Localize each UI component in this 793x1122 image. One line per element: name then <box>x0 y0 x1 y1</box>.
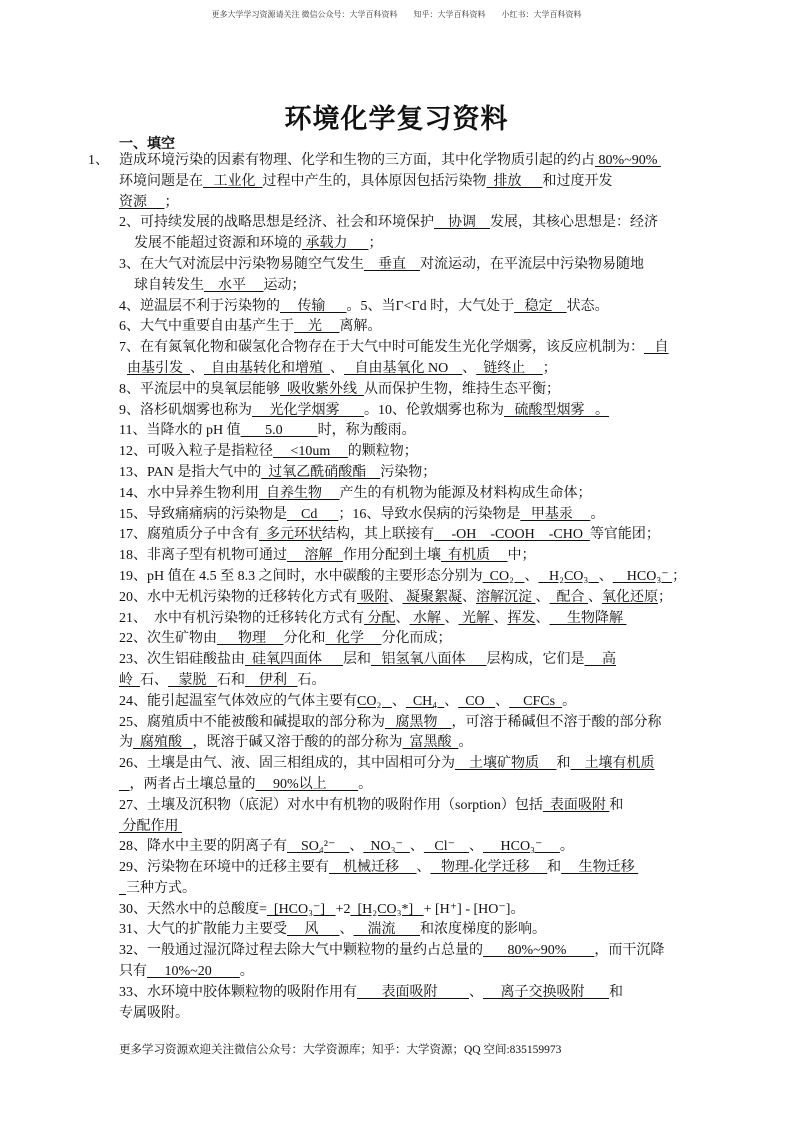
answer-blank: CFCs <box>509 693 563 709</box>
question-text: 15、导致痛痛病的污染物是 <box>119 506 287 522</box>
question-text: 对流运动，在平流层中污染物易随地 <box>420 256 644 272</box>
question-text: +2 <box>335 901 351 917</box>
answer-blank: 生物降解 <box>549 610 627 626</box>
question-text: 分化而成； <box>381 631 452 647</box>
answer-blank: 5.0 <box>240 423 318 439</box>
answer-blank: 铝氢氧八面体 <box>371 652 487 668</box>
question-line <box>0 234 793 255</box>
question-text: 4、逆温层不利于污染物的 <box>119 298 280 314</box>
question-text: 7、在有氮氧化物和碳氢化合物存在于大气中时可能发生光化学烟雾，该反应机制为： <box>119 340 644 356</box>
question-line <box>0 276 793 297</box>
section-heading: 一、填空 <box>119 137 175 152</box>
question-text: 作用分配到土壤 <box>343 548 441 564</box>
question-line <box>0 671 793 692</box>
answer-blank <box>119 777 130 792</box>
question-text: 、 <box>462 589 476 605</box>
answer-blank: 吸附 <box>357 589 389 605</box>
question-text: 时，称为酸雨。 <box>317 423 416 439</box>
question-line <box>0 650 793 671</box>
answer-blank: 自 <box>644 340 669 356</box>
question-text: 、 <box>535 589 550 605</box>
question-line <box>0 338 793 359</box>
answer-blank: 伊利 <box>245 672 298 688</box>
answer-blank: 挥发 <box>507 610 536 626</box>
question-text: 三种方式。 <box>126 880 196 896</box>
question-text: 6、大气中重要自由基产生于 <box>119 319 294 335</box>
answer-blank: 离子交换吸附 <box>483 984 609 1000</box>
question-text: + [H⁺] - [HO⁻]。 <box>423 901 525 917</box>
question-text: ，两者占土壤总量的 <box>129 776 256 792</box>
question-line <box>0 609 793 630</box>
question-line <box>0 317 793 338</box>
page-header-note: 更多大学学习资源请关注 微信公众号：大学百科资料 知乎：大学百科资料 小红书：大学百科资料 <box>211 10 582 19</box>
question-line <box>0 796 793 817</box>
answer-blank: 生物迁移 <box>561 860 639 876</box>
answer-blank: 承载力 <box>302 236 369 252</box>
question-text: 、 <box>588 589 602 605</box>
question-text: 只有 <box>119 964 147 980</box>
answer-blank: 化学 <box>325 631 382 647</box>
question-text: 离解。 <box>339 319 382 335</box>
answer-blank: 风 <box>287 922 340 938</box>
question-text: 、 <box>462 360 477 376</box>
question-line <box>0 151 793 172</box>
question-text: 、 <box>469 984 483 1000</box>
question-text: 和 <box>609 984 623 1000</box>
question-text: 、 <box>339 922 354 938</box>
question-line <box>0 962 793 983</box>
answer-blank: 岭 <box>119 672 140 688</box>
question-text: 和 <box>609 797 624 813</box>
answer-blank: Cl⁻ <box>423 839 469 855</box>
question-line <box>0 463 793 484</box>
answer-blank: 排放 <box>486 173 543 189</box>
answer-blank: 过氧乙酰硝酸酯 <box>261 464 381 480</box>
answer-blank: 腐殖酸 <box>133 735 193 751</box>
question-text: 。 <box>458 735 473 751</box>
answer-blank: H₂CO₃ <box>538 568 599 584</box>
question-text: 石。 <box>297 672 326 688</box>
answer-blank: 自由基转化和增殖 <box>204 360 330 376</box>
answer-blank: 高 <box>584 652 616 668</box>
answer-blank: 表面吸附 <box>542 797 610 813</box>
question-text: 石、 <box>140 672 168 688</box>
question-line <box>0 213 793 234</box>
question-text: 为 <box>119 735 133 751</box>
question-text: 污染物； <box>380 464 437 480</box>
question-text: 27、土壤及沉积物（底泥）对水中有机物的吸附作用（sorption）包括 <box>119 797 543 813</box>
answer-blank: 光解 <box>458 610 494 626</box>
answer-blank: 10%~20 <box>147 964 240 980</box>
answer-blank: [H₂CO₃*] <box>350 901 424 917</box>
question-text: ；16、导致水俣病的污染物是 <box>338 506 521 522</box>
answer-blank: 自养生物 <box>259 485 340 501</box>
answer-blank: 资源 <box>119 194 165 210</box>
question-text: 。 <box>562 693 577 709</box>
question-text: 。 <box>590 506 605 522</box>
question-text: 13、PAN 是指大气中的 <box>119 464 262 480</box>
answer-blank: 稳定 <box>514 298 567 314</box>
question-text: ； <box>672 568 687 584</box>
question-text: 、 <box>495 693 510 709</box>
answer-blank: 工业化 <box>203 173 263 189</box>
question-text: 14、水中异养生物利用 <box>119 485 259 501</box>
question-text: 、 <box>416 860 431 876</box>
question-text: 、 <box>469 839 483 855</box>
question-text: 32、一般通过湿沉降过程去除大气中颗粒物的量约占总量的 <box>119 943 483 959</box>
answer-blank: 协调 <box>434 215 490 231</box>
answer-blank: 80%~90% <box>595 153 661 168</box>
answer-blank: 氧化还原 <box>602 589 658 605</box>
question-text: 从而保护生物，维持生态平衡； <box>364 381 560 397</box>
answer-blank: CH₄ <box>405 693 445 709</box>
question-text: 层构成，它们是 <box>486 652 585 668</box>
question-line <box>0 442 793 463</box>
question-line <box>0 713 793 734</box>
question-list <box>0 151 793 1024</box>
answer-blank: 蒙脱 <box>168 672 217 688</box>
question-line <box>0 692 793 713</box>
answer-blank: 土壤矿物质 <box>455 756 557 772</box>
question-text: 分化和 <box>283 631 326 647</box>
question-text: 21、 水中有机污染物的迁移转化方式有 <box>119 610 364 626</box>
answer-blank: 腐黑物 <box>385 714 452 730</box>
question-line <box>0 359 793 380</box>
question-text: 。10、伦敦烟雾也称为 <box>364 402 504 418</box>
question-text: 、 <box>330 360 344 376</box>
question-line <box>0 193 793 214</box>
answer-blank: 分配作用 <box>119 818 182 834</box>
question-line <box>0 567 793 588</box>
question-text: 26、土壤是由气、液、固三相组成的，其中固相可分为 <box>119 756 455 772</box>
question-text: 专属吸附。 <box>119 1005 189 1021</box>
question-line <box>0 941 793 962</box>
question-text: 。 <box>559 839 574 855</box>
question-text: 造成环境污染的因素有物理、化学和生物的三方面，其中化学物质引起的约占 <box>119 153 595 168</box>
question-text: 和 <box>556 756 571 772</box>
answer-blank: 水平 <box>204 277 264 293</box>
question-text: 17、腐殖质分子中含有 <box>119 527 259 543</box>
answer-blank: CO₂ <box>357 693 392 709</box>
answer-blank: 光化学烟雾 <box>252 402 364 418</box>
answer-blank: 自由基氧化 NO <box>344 360 463 376</box>
answer-blank <box>119 881 126 896</box>
question-text: ，既溶于碱又溶于酸的的部分称为 <box>192 735 403 751</box>
question-text: 28、降水中主要的阴离子有 <box>119 839 287 855</box>
question-text: 层和 <box>343 652 371 668</box>
question-text: ； <box>368 236 383 252</box>
question-text: 环境问题是在 <box>119 173 203 189</box>
answer-blank: 硅氧四面体 <box>245 652 343 668</box>
question-line <box>0 172 793 193</box>
question-text: 22、次生矿物由 <box>119 631 217 647</box>
question-text: 、 <box>391 693 406 709</box>
answer-blank: 溶解 <box>287 548 343 564</box>
answer-blank: 由基引发 <box>127 360 190 376</box>
question-text: 球自转发生 <box>134 277 204 293</box>
answer-blank: 吸收紫外线 <box>280 381 364 397</box>
answer-blank: HCO₃⁻ <box>483 839 560 855</box>
answer-blank: NO₃⁻ <box>363 839 410 855</box>
question-text: 中； <box>507 548 536 564</box>
question-text: 18、非离子型有机物可通过 <box>119 548 287 564</box>
question-text: 12、可吸入粒子是指粒径 <box>119 444 273 460</box>
answer-blank: SO₄²⁻ <box>287 839 350 855</box>
question-text: 25、腐殖质中不能被酸和碱提取的部分称为 <box>119 714 385 730</box>
question-text: 等官能团； <box>589 527 660 543</box>
question-line <box>0 775 793 796</box>
question-text: 31、大气的扩散能力主要受 <box>119 922 287 938</box>
question-text: ，而干沉降 <box>594 943 665 959</box>
question-text: 状态。 <box>566 298 609 314</box>
question-line <box>0 879 793 900</box>
question-line <box>0 297 793 318</box>
answer-blank: 凝聚絮凝 <box>402 589 462 605</box>
question-line <box>0 754 793 775</box>
answer-blank: [HCO₃⁻] <box>266 901 336 917</box>
question-line <box>0 858 793 879</box>
question-text: 30、天然水中的总酸度= <box>119 901 267 917</box>
question-text: ； <box>164 194 179 210</box>
question-text: 、 <box>388 589 403 605</box>
answer-blank: HCO₃⁻ <box>612 568 673 584</box>
question-text: 33、水环境中胶体颗粒物的吸附作用有 <box>119 984 357 1000</box>
answer-blank: 甲基汞 <box>520 506 591 522</box>
question-text: 、 <box>349 839 364 855</box>
question-text: 2、可持续发展的战略思想是经济、社会和环境保护 <box>119 215 434 231</box>
answer-blank: 物理-化学迁移 <box>430 860 548 876</box>
question-line <box>0 920 793 941</box>
question-text: 。5、当Γ<Γd 时，大气处于 <box>346 298 515 314</box>
answer-blank: 配合 <box>549 589 588 605</box>
question-text: 、 <box>444 610 459 626</box>
question-text: 过程中产生的，具体原因包括污染物 <box>262 173 487 189</box>
document-title: 环境化学复习资料 <box>284 104 509 134</box>
answer-blank: 富黑酸 <box>402 735 459 751</box>
question-text: 。 <box>358 776 373 792</box>
answer-blank: 硫酸型烟雾 。 <box>504 402 609 418</box>
question-text: 。 <box>239 964 254 980</box>
question-text: 、 <box>444 693 459 709</box>
question-text: 结构，其上联接有 <box>322 527 434 543</box>
question-text: 和过度开发 <box>542 173 613 189</box>
answer-blank: 土壤有机质 <box>570 756 655 772</box>
answer-blank: 80%~90% <box>483 943 595 959</box>
answer-blank: 表面吸附 <box>357 984 469 1000</box>
item-number: 1、 <box>88 153 109 168</box>
question-text: 11、当降水的 pH 值 <box>119 423 241 439</box>
question-text: 23、次生铝硅酸盐由 <box>119 652 245 668</box>
answer-blank: CO <box>458 693 496 709</box>
question-line <box>0 401 793 422</box>
question-text: 8、平流层中的臭氧层能够 <box>119 381 280 397</box>
answer-blank: 湍流 <box>353 922 420 938</box>
question-text: ，可溶于稀碱但不溶于酸的部分称 <box>451 714 662 730</box>
question-text: ； <box>658 589 672 605</box>
question-line <box>0 837 793 858</box>
question-text: 、 <box>493 610 508 626</box>
question-text: 和 <box>547 860 562 876</box>
question-text: 石和 <box>217 672 245 688</box>
question-line <box>0 983 793 1004</box>
question-text: 、 <box>409 839 424 855</box>
answer-blank: 物理 <box>217 631 284 647</box>
answer-blank: Cd <box>287 506 339 522</box>
question-text: ； <box>542 360 557 376</box>
answer-blank: 90%以上 <box>255 776 359 792</box>
question-line <box>0 588 793 609</box>
question-line <box>0 546 793 567</box>
question-text: 运动； <box>263 277 306 293</box>
question-text: 和浓度梯度的影响。 <box>420 922 546 938</box>
question-text: 20、水中无机污染物的迁移转化方式有 <box>119 589 357 605</box>
question-text: 、 <box>524 568 539 584</box>
answer-blank: CO₂ <box>482 568 525 584</box>
answer-blank: 机械迁移 <box>329 860 417 876</box>
question-text: 9、洛杉矶烟雾也称为 <box>119 402 252 418</box>
question-text: 的颗粒物； <box>347 444 418 460</box>
question-text: 24、能引起温室气体效应的气体主要有 <box>119 693 357 709</box>
page-footer-note: 更多学习资源欢迎关注微信公众号：大学资源库；知乎：大学资源；QQ 空间:835159973 <box>119 1044 562 1056</box>
question-text: 3、在大气对流层中污染物易随空气发生 <box>119 256 364 272</box>
question-line <box>0 505 793 526</box>
answer-blank: 水解 <box>409 610 445 626</box>
question-text: 发展不能超过资源和环境的 <box>134 236 302 252</box>
answer-blank: <10um <box>273 444 348 460</box>
question-line <box>0 525 793 546</box>
question-text: 、 <box>535 610 550 626</box>
question-text: 产生的有机物为能源及材料构成生命体； <box>339 485 592 501</box>
answer-blank: 链终止 <box>476 360 543 376</box>
question-line <box>0 484 793 505</box>
question-text: 发展，其核心思想是：经济 <box>490 215 658 231</box>
answer-blank: 传输 <box>280 298 347 314</box>
question-line <box>0 380 793 401</box>
question-line <box>0 629 793 650</box>
question-text: 29、污染物在环境中的迁移主要有 <box>119 860 329 876</box>
question-text: 19、pH 值在 4.5 至 8.3 之间时，水中碳酸的主要形态分别为 <box>119 568 483 584</box>
answer-blank: 有机质 <box>441 548 508 564</box>
question-line <box>0 255 793 276</box>
answer-blank: 多元环状 <box>259 527 322 543</box>
question-line <box>0 817 793 838</box>
answer-blank: 垂直 <box>364 256 420 272</box>
answer-blank: 光 <box>294 319 340 335</box>
question-line <box>0 900 793 921</box>
question-line <box>0 733 793 754</box>
answer-blank: -OH -COOH -CHO <box>434 527 590 543</box>
question-text: 、 <box>395 610 410 626</box>
question-text: 、 <box>598 568 613 584</box>
answer-blank: 溶解沉淀 <box>476 589 536 605</box>
question-text: 、 <box>190 360 204 376</box>
question-line <box>0 421 793 442</box>
answer-blank: 分配 <box>364 610 396 626</box>
question-line <box>0 1004 793 1025</box>
